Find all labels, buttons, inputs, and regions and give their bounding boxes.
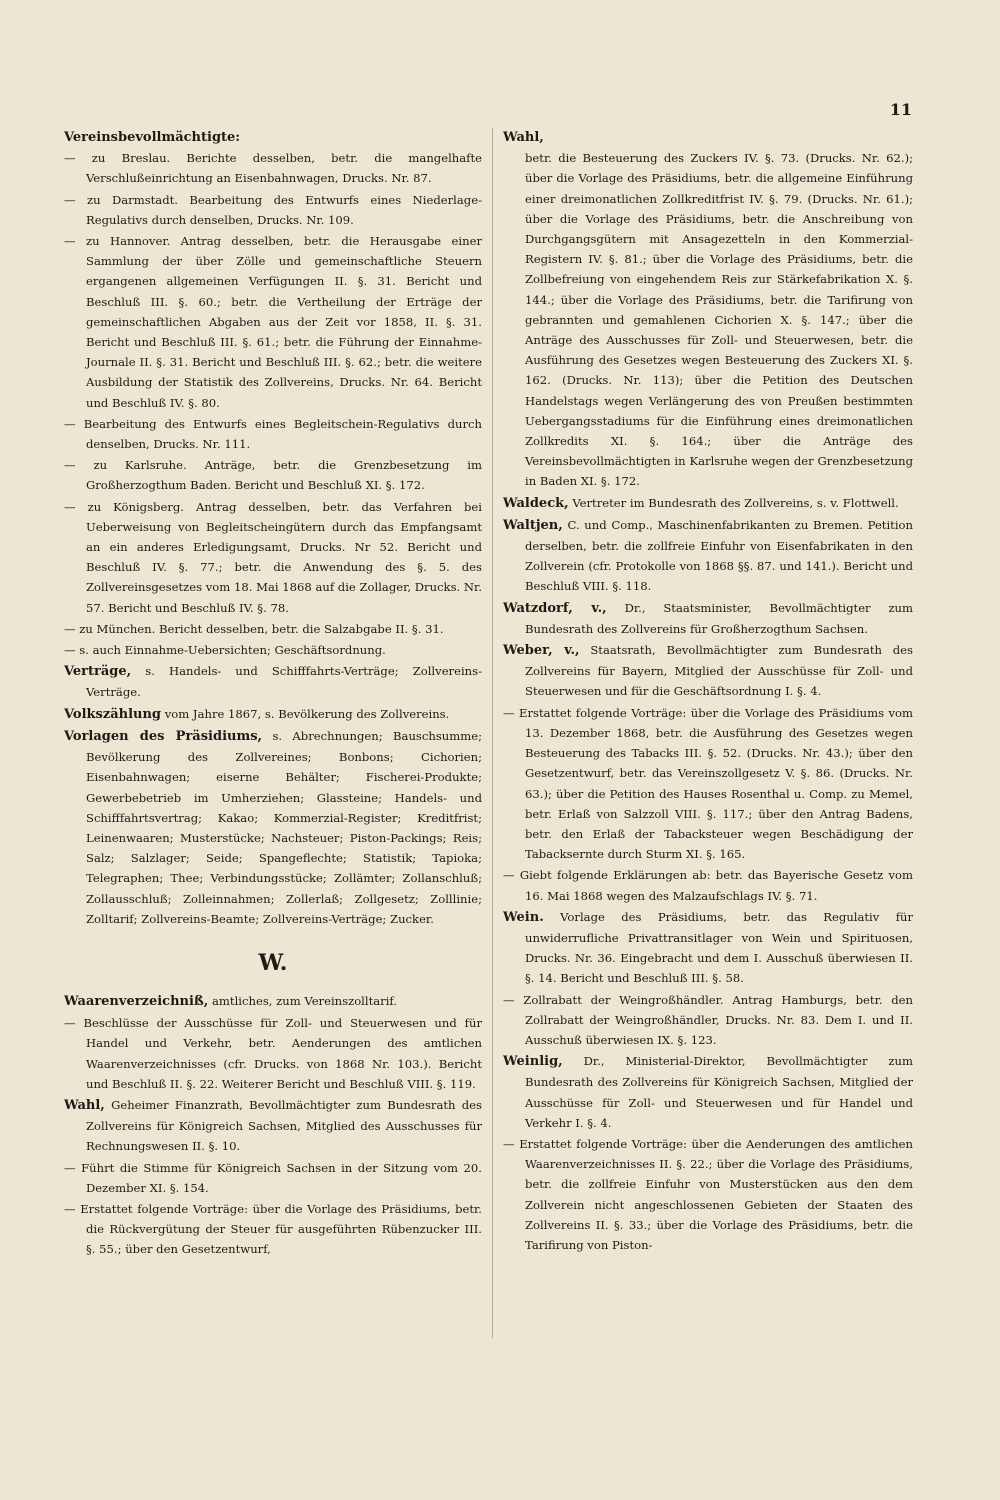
sub-entry: — zu Karlsruhe. Anträge, betr. die Grenzbesetzung im Großherzogthum Baden. Bericht und Beschluß XI. §. 172. — [64, 458, 482, 493]
entry-text: betr. die Besteuerung des Zuckers IV. §. 73. (Drucks. Nr. 62.); über die Vorlage des Präsidiums, betr. die allgemeine Einführung einer dreimonatlichen Zollkreditfrist IV. §. 79. (Drucks. Nr. 61.); über die Vorlage des Präsidiums, betr. die Anschreibung von Durchgangsgütern mit Ansagezetteln in den Kommerzial-Registern IV. §. 81.; über die Vorlage des Präsidiums, betr. die Zollbefreiung von eingehendem Reis zur Stärkefabrikation X. §. 144.; über die Vorlage des Präsidiums, betr. die Tarifirung von gebrannten und gemahlenen Cichorien X. §. 147.; über die Anträge des Ausschusses für Zoll- und Steuerwesen, betr. die Ausführung des Gesetzes wegen Besteuerung des Zuckers XI. §. 162. (Drucks. Nr. 113); über die Petition des Deutschen Handelstags wegen Verlängerung des von Preußen bestimmten Uebergangsstadiums für die Einführung eines dreimonatlichen Zollkredits XI. §. 164.; über die Anträge des Vereinsbevollmächtigten in Karlsruhe wegen der Grenzbesetzung in Baden XI. §. 172. — [525, 151, 913, 489]
sub-entry: — Führt die Stimme für Königreich Sachsen in der Sitzung vom 20. Dezember XI. §. 154. — [64, 1160, 482, 1195]
entry-waarenverzeichniss — [64, 991, 482, 1094]
entry-heading: Volkszählung — [64, 706, 162, 722]
section-letter: W. — [258, 949, 288, 976]
entry-vorlagen — [64, 726, 482, 929]
entry-vertraege — [64, 661, 482, 702]
entry-heading: Wein. — [503, 909, 544, 925]
entry-volkszaehlung — [64, 704, 482, 725]
entry-heading: Waarenverzeichniß, — [64, 993, 209, 1009]
entry-vereinsbevollmaechtigte — [64, 128, 482, 660]
column-divider — [492, 128, 493, 1338]
sub-entry: — Beschlüsse der Ausschüsse für Zoll- und Steuerwesen und für Handel und Verkehr, betr. Aenderungen des amtlichen Waarenverzeichnisses (cfr. Drucks. von 1868 Nr. 103.). Bericht und Beschluß II. §. 22. Weiterer Bericht und Beschluß VIII. §. 119. — [64, 1016, 482, 1091]
entry-text: Vertreter im Bundesrath des Zollvereins, s. v. Flottwell. — [572, 495, 899, 510]
sub-entry: — Bearbeitung des Entwurfs eines Begleitschein-Regulativs durch denselben, Drucks. Nr. 111. — [64, 416, 482, 452]
entry-heading: Weber, v., — [503, 643, 580, 659]
entry-heading: Wahl, — [503, 130, 544, 145]
entry-heading: Vorlagen des Präsidiums, — [64, 728, 263, 744]
sub-entry: — zu Königsberg. Antrag desselben, betr. das Verfahren bei Ueberweisung von Begleitscheingütern durch das Empfangsamt an ein anderes Erledigungsamt, Drucks. Nr 52. Bericht und Beschluß IV. §. 77.; betr. die Anwendung des §. 5. des Zollvereinsgesetzes vom 18. Mai 1868 auf die Zollager, Drucks. Nr. 57. Bericht und Beschluß IV. §. 78. — [64, 499, 483, 615]
entry-main-line — [64, 991, 482, 1012]
sub-entry: — Erstattet folgende Vorträge: über die Aenderungen des amtlichen Waarenverzeichnisses II. §. 22.; über die Vorlage des Präsidiums, betr. die zollfreie Einfuhr von Musterstücken aus den dem Zollverein nicht angeschlossenen Gebieten der Staaten des Zollvereins II. §. 33.; über die Vorlage des Präsidiums, betr. die Tarifirung von Piston- — [503, 1136, 913, 1252]
entry-weinlig — [503, 1051, 913, 1255]
left-column — [64, 128, 482, 1261]
entry-main-line — [503, 640, 913, 702]
sub-entry: — Giebt folgende Erklärungen ab: betr. das Bayerische Gesetz vom 16. Mai 1868 wegen des Malzaufschlags IV. §. 71. — [503, 868, 913, 903]
entry-main-line — [503, 907, 913, 989]
entry-heading: Watzdorf, v., — [503, 600, 607, 616]
right-column — [503, 128, 913, 1256]
entry-wahl-continued — [503, 128, 913, 492]
entry-heading: Vereinsbevollmächtigte: — [64, 130, 241, 145]
sub-entry: — Erstattet folgende Vorträge: über die Vorlage des Präsidiums, betr. die Rückvergütung der Steuer für ausgeführten Rübenzucker III. §. 55.; über den Gesetzentwurf, — [64, 1201, 482, 1257]
sub-entry: — Zollrabatt der Weingroßhändler. Antrag Hamburgs, betr. den Zollrabatt der Weingroßhändler, Drucks. Nr. 83. Dem I. und II. Ausschuß überwiesen IX. §. 123. — [503, 992, 913, 1047]
entry-text: Geheimer Finanzrath, Bevollmächtigter zum Bundesrath des Zollvereins für Königreich Sachsen, Mitglied des Ausschusses für Rechnungswesen II. §. 10. — [86, 1097, 482, 1154]
entry-wein — [503, 907, 913, 1050]
sub-entry: — Erstattet folgende Vorträge: über die Vorlage des Präsidiums vom 13. Dezember 1868, betr. die Ausführung des Gesetzes wegen Besteuerung des Tabacks III. §. 52. (Drucks. Nr. 43.); über den Gesetzentwurf, betr. das Vereinszollgesetz V. §. 86. (Drucks. Nr. 63.); über die Petition des Hauses Rosenthal u. Comp. zu Memel, betr. Erlaß von Salzzoll VIII. §. 117.; über den Antrag Badens, betr. den Erlaß der Tabacksteuer wegen Beschädigung der Tabacksernte durch Sturm XI. §. 165. — [503, 705, 913, 862]
page-number: 11 — [889, 100, 912, 119]
entry-text: amtliches, zum Vereinszolltarif. — [212, 993, 397, 1008]
entry-heading: Wahl, — [64, 1097, 105, 1113]
entry-text: Dr., Ministerial-Direktor, Bevollmächtigter zum Bundesrath des Zollvereins für Königreich Sachsen, Mitglied der Ausschüsse für Zoll- und Steuerwesen und für Handel und Verkehr I. §. 4. — [525, 1054, 914, 1130]
entry-text: Dr., Staatsminister, Bevollmächtigter zum Bundesrath des Zollvereins für Großherzogthum Sachsen. — [525, 600, 914, 636]
entry-waltjen — [503, 515, 913, 597]
entry-heading: Waldeck, — [503, 495, 569, 511]
entry-weber — [503, 640, 913, 906]
entry-wahl — [64, 1095, 482, 1260]
entry-heading: Weinlig, — [503, 1054, 563, 1070]
entry-text: vom Jahre 1867, s. Bevölkerung des Zollvereins. — [164, 706, 450, 721]
entry-watzdorf — [503, 598, 913, 639]
entry-text: s. Abrechnungen; Bauschsumme; Bevölkerung des Zollvereines; Bonbons; Cichorien; Eisenbahnwagen; eiserne Behälter; Fischerei-Produkte; Gewerbebetrieb im Umherziehen; Glassteine; Handels- und Schifffahrtsvertrag; Kakao; Kommerzial-Register; Kreditfrist; Leinenwaaren; Musterstücke; Nachsteuer; Piston-Packings; Reis; Salz; Salzlager; Seide; Spangeflechte; Statistik; Tapioka; Telegraphen; Thee; Verbindungsstücke; Zollämter; Zollanschluß; Zollausschluß; Zolleinnahmen; Zollerlaß; Zollgesetz; Zolllinie; Zolltarif; Zollvereins-Beamte; Zollvereins-Verträge; Zucker. — [86, 728, 482, 926]
entry-heading: Verträge, — [64, 664, 132, 680]
entry-text: Staatsrath, Bevollmächtigter zum Bundesrath des Zollvereins für Bayern, Mitglied der Ausschüsse für Zoll- und Steuerwesen und für die Geschäftsordnung I. §. 4. — [525, 643, 913, 699]
entry-main-line — [64, 1095, 482, 1157]
entry-main-line — [503, 1051, 913, 1133]
entry-heading: Waltjen, — [503, 517, 563, 533]
entry-text: C. und Comp., Maschinenfabrikanten zu Bremen. Petition derselben, betr. die zollfreie Einfuhr von Eisenfabrikaten in den Zollverein (cfr. Protokolle von 1868 §§. 87. und 141.). Bericht und Beschluß VIII. §. 118. — [525, 517, 913, 594]
sub-entry: — zu München. Bericht desselben, betr. die Salzabgabe II. §. 31. — [64, 621, 444, 636]
sub-entry: — zu Breslau. Berichte desselben, betr. die mangelhafte Verschlußeinrichtung an Eisenbahnwagen, Drucks. Nr. 87. — [64, 151, 482, 186]
entry-waldeck — [503, 493, 913, 514]
sub-entry: — zu Hannover. Antrag desselben, betr. die Herausgabe einer Sammlung der über Zölle und gemeinschaftliche Steuern ergangenen allgemeinen Verfügungen II. §. 31. Bericht und Beschluß III. §. 60.; betr. die Vertheilung der Erträge der gemeinschaftlichen Abgaben aus der Zeit vor 1858, II. §. 31. Bericht und Beschluß III. §. 61.; betr. die Führung der Einnahme-Journale II. §. 31. Bericht und Beschluß III. §. 62.; betr. die weitere Ausbildung der Statistik des Zollvereins, Drucks. Nr. 64. Bericht und Beschluß IV. §. 80. — [64, 234, 482, 410]
entry-text: s. Handels- und Schifffahrts-Verträge; Zollvereins-Verträge. — [86, 664, 482, 700]
sub-entry: — zu Darmstadt. Bearbeitung des Entwurfs eines Niederlage-Regulativs durch denselben, Drucks. Nr. 109. — [64, 192, 482, 227]
sub-entry: — s. auch Einnahme-Uebersichten; Geschäftsordnung. — [64, 643, 386, 658]
entry-text: Vorlage des Präsidiums, betr. das Regulativ für unwiderrufliche Privattransitlager von Wein und Spirituosen, Drucks. Nr. 36. Eingebracht und dem I. Ausschuß überwiesen II. §. 14. Bericht und Beschluß III. §. 58. — [525, 909, 913, 986]
